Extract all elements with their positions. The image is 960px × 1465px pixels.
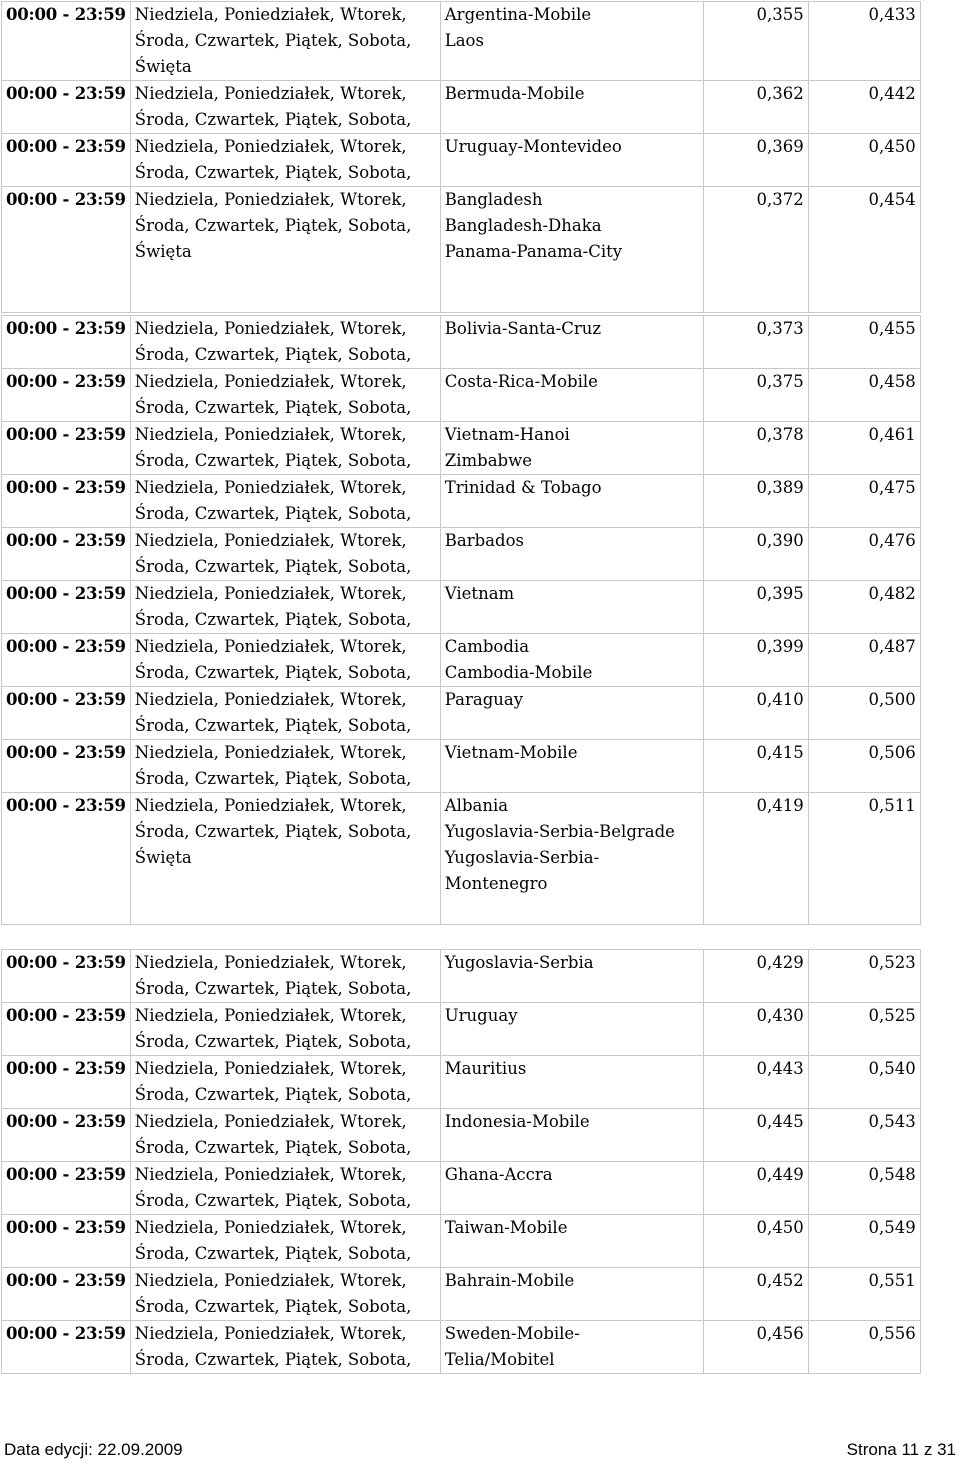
table-row (2, 475, 921, 528)
rate-gross-cell: 0,482 (808, 581, 920, 634)
table-row (2, 1162, 921, 1215)
table-row (2, 1268, 921, 1321)
time-cell: 00:00 - 23:59 (2, 1268, 131, 1321)
rate-net-cell: 0,443 (703, 1056, 808, 1109)
days-cell: Niedziela, Poniedziałek, Wtorek, Środa, Czwartek, Piątek, Sobota, (130, 1321, 440, 1374)
days-cell: Niedziela, Poniedziałek, Wtorek, Środa, Czwartek, Piątek, Sobota, (130, 581, 440, 634)
rate-net-cell: 0,395 (703, 581, 808, 634)
table-row (2, 1321, 921, 1374)
rate-gross-cell: 0,540 (808, 1056, 920, 1109)
rate-net-cell: 0,410 (703, 687, 808, 740)
destination-cell: Barbados (440, 528, 703, 581)
rate-net-cell: 0,419 (703, 793, 808, 925)
time-cell: 00:00 - 23:59 (2, 422, 131, 475)
time-cell: 00:00 - 23:59 (2, 687, 131, 740)
days-cell: Niedziela, Poniedziałek, Wtorek, Środa, Czwartek, Piątek, Sobota, (130, 316, 440, 369)
time-cell: 00:00 - 23:59 (2, 187, 131, 313)
destination-cell: Costa-Rica-Mobile (440, 369, 703, 422)
destination-cell: Uruguay (440, 1003, 703, 1056)
days-cell: Niedziela, Poniedziałek, Wtorek, Środa, Czwartek, Piątek, Sobota, (130, 369, 440, 422)
time-cell: 00:00 - 23:59 (2, 793, 131, 925)
rate-gross-cell: 0,500 (808, 687, 920, 740)
rate-net-cell: 0,429 (703, 950, 808, 1003)
time-cell: 00:00 - 23:59 (2, 581, 131, 634)
rate-gross-cell: 0,523 (808, 950, 920, 1003)
table-row (2, 581, 921, 634)
table-row (2, 740, 921, 793)
rate-net-cell: 0,389 (703, 475, 808, 528)
time-cell: 00:00 - 23:59 (2, 1109, 131, 1162)
rates-table-block-2 (1, 315, 921, 925)
rate-net-cell: 0,399 (703, 634, 808, 687)
destination-cell: Vietnam (440, 581, 703, 634)
days-cell: Niedziela, Poniedziałek, Wtorek, Środa, Czwartek, Piątek, Sobota, (130, 475, 440, 528)
time-cell: 00:00 - 23:59 (2, 1003, 131, 1056)
rate-net-cell: 0,373 (703, 316, 808, 369)
rate-net-cell: 0,390 (703, 528, 808, 581)
time-cell: 00:00 - 23:59 (2, 950, 131, 1003)
days-cell: Niedziela, Poniedziałek, Wtorek, Środa, Czwartek, Piątek, Sobota, (130, 740, 440, 793)
destination-cell: Bangladesh Bangladesh-Dhaka Panama-Panama-City (440, 187, 703, 313)
time-cell: 00:00 - 23:59 (2, 1056, 131, 1109)
rate-net-cell: 0,415 (703, 740, 808, 793)
days-cell: Niedziela, Poniedziałek, Wtorek, Środa, Czwartek, Piątek, Sobota, (130, 687, 440, 740)
days-cell: Niedziela, Poniedziałek, Wtorek, Środa, Czwartek, Piątek, Sobota, (130, 1003, 440, 1056)
rate-gross-cell: 0,549 (808, 1215, 920, 1268)
rate-gross-cell: 0,506 (808, 740, 920, 793)
days-cell: Niedziela, Poniedziałek, Wtorek, Środa, Czwartek, Piątek, Sobota, (130, 134, 440, 187)
time-cell: 00:00 - 23:59 (2, 475, 131, 528)
rate-gross-cell: 0,543 (808, 1109, 920, 1162)
days-cell: Niedziela, Poniedziałek, Wtorek, Środa, Czwartek, Piątek, Sobota, (130, 950, 440, 1003)
table-row (2, 2, 921, 81)
rate-gross-cell: 0,525 (808, 1003, 920, 1056)
rate-net-cell: 0,372 (703, 187, 808, 313)
time-cell: 00:00 - 23:59 (2, 2, 131, 81)
rate-gross-cell: 0,511 (808, 793, 920, 925)
destination-cell: Trinidad & Tobago (440, 475, 703, 528)
rate-gross-cell: 0,551 (808, 1268, 920, 1321)
table-row (2, 687, 921, 740)
table-row (2, 369, 921, 422)
rate-net-cell: 0,456 (703, 1321, 808, 1374)
destination-cell: Vietnam-Hanoi Zimbabwe (440, 422, 703, 475)
days-cell: Niedziela, Poniedziałek, Wtorek, Środa, Czwartek, Piątek, Sobota, (130, 1162, 440, 1215)
table-row (2, 316, 921, 369)
rate-net-cell: 0,362 (703, 81, 808, 134)
time-cell: 00:00 - 23:59 (2, 81, 131, 134)
destination-cell: Taiwan-Mobile (440, 1215, 703, 1268)
destination-cell: Cambodia Cambodia-Mobile (440, 634, 703, 687)
table-row (2, 134, 921, 187)
rate-net-cell: 0,378 (703, 422, 808, 475)
time-cell: 00:00 - 23:59 (2, 369, 131, 422)
rate-gross-cell: 0,433 (808, 2, 920, 81)
time-cell: 00:00 - 23:59 (2, 1321, 131, 1374)
rate-gross-cell: 0,442 (808, 81, 920, 134)
destination-cell: Uruguay-Montevideo (440, 134, 703, 187)
table-row (2, 793, 921, 925)
rate-gross-cell: 0,475 (808, 475, 920, 528)
destination-cell: Bermuda-Mobile (440, 81, 703, 134)
destination-cell: Indonesia-Mobile (440, 1109, 703, 1162)
rate-net-cell: 0,369 (703, 134, 808, 187)
destination-cell: Ghana-Accra (440, 1162, 703, 1215)
time-cell: 00:00 - 23:59 (2, 134, 131, 187)
table-row (2, 634, 921, 687)
rates-table-block-1 (1, 1, 921, 313)
days-cell: Niedziela, Poniedziałek, Wtorek, Środa, Czwartek, Piątek, Sobota, (130, 1056, 440, 1109)
time-cell: 00:00 - 23:59 (2, 1215, 131, 1268)
table-row (2, 1109, 921, 1162)
table-row (2, 528, 921, 581)
rate-gross-cell: 0,461 (808, 422, 920, 475)
table-row (2, 422, 921, 475)
days-cell: Niedziela, Poniedziałek, Wtorek, Środa, Czwartek, Piątek, Sobota, Święta (130, 187, 440, 313)
rate-net-cell: 0,355 (703, 2, 808, 81)
time-cell: 00:00 - 23:59 (2, 634, 131, 687)
rate-gross-cell: 0,476 (808, 528, 920, 581)
rate-gross-cell: 0,455 (808, 316, 920, 369)
destination-cell: Sweden-Mobile- Telia/Mobitel (440, 1321, 703, 1374)
time-cell: 00:00 - 23:59 (2, 528, 131, 581)
destination-cell: Albania Yugoslavia-Serbia-Belgrade Yugoslavia-Serbia- Montenegro (440, 793, 703, 925)
rate-gross-cell: 0,454 (808, 187, 920, 313)
table-row (2, 81, 921, 134)
days-cell: Niedziela, Poniedziałek, Wtorek, Środa, Czwartek, Piątek, Sobota, (130, 81, 440, 134)
table-row (2, 1003, 921, 1056)
rate-gross-cell: 0,556 (808, 1321, 920, 1374)
page-footer (4, 1440, 956, 1464)
table-row (2, 1215, 921, 1268)
rate-net-cell: 0,430 (703, 1003, 808, 1056)
destination-cell: Argentina-Mobile Laos (440, 2, 703, 81)
rate-net-cell: 0,375 (703, 369, 808, 422)
days-cell: Niedziela, Poniedziałek, Wtorek, Środa, Czwartek, Piątek, Sobota, (130, 1109, 440, 1162)
time-cell: 00:00 - 23:59 (2, 1162, 131, 1215)
destination-cell: Bahrain-Mobile (440, 1268, 703, 1321)
days-cell: Niedziela, Poniedziałek, Wtorek, Środa, Czwartek, Piątek, Sobota, (130, 1268, 440, 1321)
time-cell: 00:00 - 23:59 (2, 740, 131, 793)
rate-gross-cell: 0,450 (808, 134, 920, 187)
days-cell: Niedziela, Poniedziałek, Wtorek, Środa, Czwartek, Piątek, Sobota, (130, 634, 440, 687)
rate-gross-cell: 0,458 (808, 369, 920, 422)
days-cell: Niedziela, Poniedziałek, Wtorek, Środa, Czwartek, Piątek, Sobota, (130, 528, 440, 581)
page-number: Strona 11 z 31 (846, 1440, 956, 1459)
destination-cell: Yugoslavia-Serbia (440, 950, 703, 1003)
rate-gross-cell: 0,487 (808, 634, 920, 687)
destination-cell: Bolivia-Santa-Cruz (440, 316, 703, 369)
days-cell: Niedziela, Poniedziałek, Wtorek, Środa, Czwartek, Piątek, Sobota, Święta (130, 793, 440, 925)
destination-cell: Vietnam-Mobile (440, 740, 703, 793)
rates-table-block-3 (1, 949, 921, 1374)
days-cell: Niedziela, Poniedziałek, Wtorek, Środa, Czwartek, Piątek, Sobota, (130, 422, 440, 475)
rate-gross-cell: 0,548 (808, 1162, 920, 1215)
edit-date: Data edycji: 22.09.2009 (4, 1440, 183, 1459)
destination-cell: Paraguay (440, 687, 703, 740)
rate-net-cell: 0,450 (703, 1215, 808, 1268)
table-row (2, 187, 921, 313)
rate-net-cell: 0,452 (703, 1268, 808, 1321)
rate-net-cell: 0,449 (703, 1162, 808, 1215)
time-cell: 00:00 - 23:59 (2, 316, 131, 369)
days-cell: Niedziela, Poniedziałek, Wtorek, Środa, Czwartek, Piątek, Sobota, Święta (130, 2, 440, 81)
table-row (2, 950, 921, 1003)
destination-cell: Mauritius (440, 1056, 703, 1109)
rate-net-cell: 0,445 (703, 1109, 808, 1162)
days-cell: Niedziela, Poniedziałek, Wtorek, Środa, Czwartek, Piątek, Sobota, (130, 1215, 440, 1268)
table-row (2, 1056, 921, 1109)
